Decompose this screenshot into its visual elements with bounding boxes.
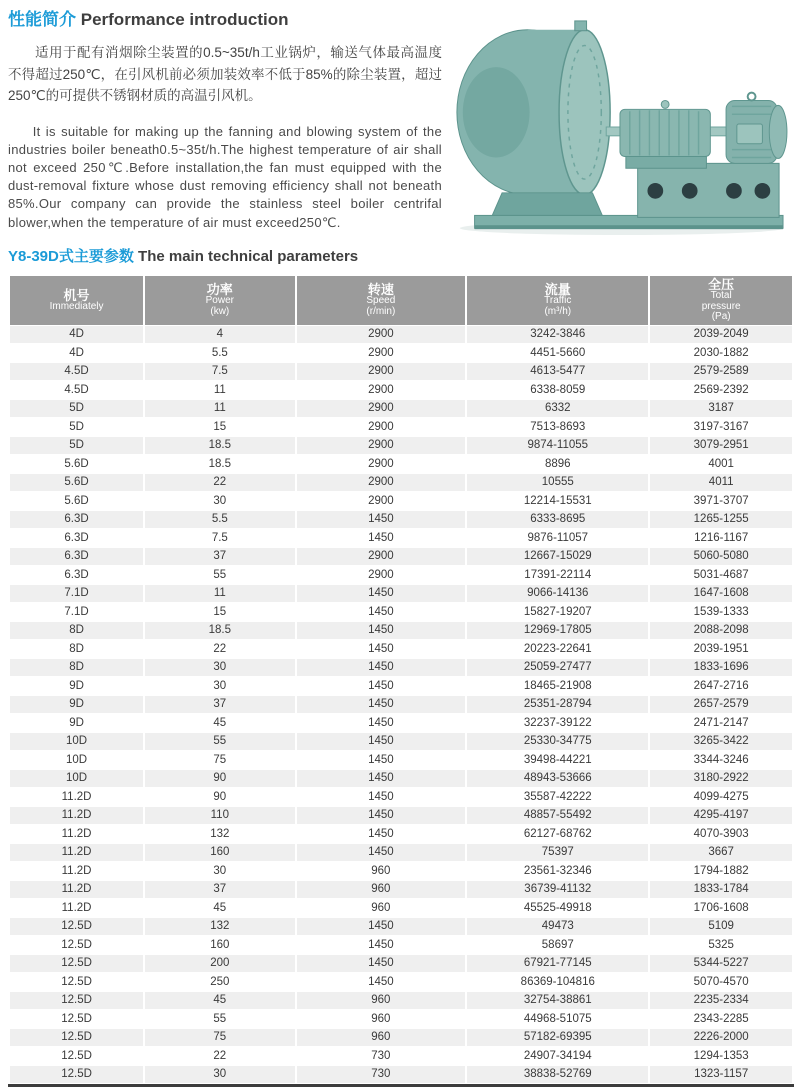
- table-cell: 30: [145, 862, 294, 880]
- table-cell: 1450: [297, 696, 466, 714]
- table-cell: 2030-1882: [650, 344, 792, 362]
- table-cell: 12.5D: [10, 973, 143, 991]
- parameters-table: [8, 275, 794, 1084]
- table-row: [10, 992, 792, 1010]
- table-cell: 110: [145, 807, 294, 825]
- params-title-en: The main technical parameters: [138, 248, 359, 265]
- table-cell: 18465-21908: [467, 677, 648, 695]
- table-cell: 7.5: [145, 363, 294, 381]
- table-cell: 62127-68762: [467, 825, 648, 843]
- table-cell: 12214-15531: [467, 492, 648, 510]
- fan-pedestal: [492, 193, 602, 216]
- table-cell: 1450: [297, 622, 466, 640]
- table-row: [10, 696, 792, 714]
- table-row: [10, 788, 792, 806]
- table-cell: 22: [145, 1047, 294, 1065]
- table-cell: 9D: [10, 677, 143, 695]
- table-cell: 960: [297, 1010, 466, 1028]
- table-cell: 37: [145, 696, 294, 714]
- table-cell: 2900: [297, 363, 466, 381]
- table-row: [10, 1010, 792, 1028]
- table-cell: 4451-5660: [467, 344, 648, 362]
- table-cell: 1450: [297, 585, 466, 603]
- table-cell: 22: [145, 474, 294, 492]
- table-cell: 9D: [10, 696, 143, 714]
- table-cell: 3667: [650, 844, 792, 862]
- table-cell: 1323-1157: [650, 1066, 792, 1084]
- table-cell: 90: [145, 788, 294, 806]
- table-cell: 67921-77145: [467, 955, 648, 973]
- table-cell: 6332: [467, 400, 648, 418]
- table-cell: 4070-3903: [650, 825, 792, 843]
- table-cell: 24907-34194: [467, 1047, 648, 1065]
- table-cell: 37: [145, 881, 294, 899]
- table-row: [10, 881, 792, 899]
- table-cell: 2900: [297, 418, 466, 436]
- table-cell: 23561-32346: [467, 862, 648, 880]
- table-cell: 3180-2922: [650, 770, 792, 788]
- table-cell: 58697: [467, 936, 648, 954]
- table-cell: 2900: [297, 474, 466, 492]
- table-row: [10, 437, 792, 455]
- table-cell: 200: [145, 955, 294, 973]
- table-cell: 22: [145, 640, 294, 658]
- table-cell: 11.2D: [10, 788, 143, 806]
- table-cell: 2900: [297, 326, 466, 344]
- params-section-title: [8, 248, 793, 266]
- table-cell: 4295-4197: [650, 807, 792, 825]
- motor-end-cap: [769, 105, 787, 158]
- fan-front-disc: [559, 30, 610, 195]
- table-cell: 4001: [650, 455, 792, 473]
- table-row: [10, 733, 792, 751]
- intro-section: [8, 6, 793, 238]
- table-cell: 55: [145, 566, 294, 584]
- table-cell: 1450: [297, 788, 466, 806]
- table-cell: 18.5: [145, 437, 294, 455]
- table-cell: 8D: [10, 659, 143, 677]
- table-row: [10, 770, 792, 788]
- table-cell: 2647-2716: [650, 677, 792, 695]
- table-cell: 11.2D: [10, 807, 143, 825]
- table-cell: 1265-1255: [650, 511, 792, 529]
- table-cell: 45: [145, 899, 294, 917]
- table-header-row: [10, 276, 792, 325]
- table-cell: 11.2D: [10, 862, 143, 880]
- table-cell: 55: [145, 1010, 294, 1028]
- table-cell: 1833-1696: [650, 659, 792, 677]
- table-cell: 2900: [297, 400, 466, 418]
- bearing-pedestal: [626, 156, 707, 168]
- table-row: [10, 585, 792, 603]
- table-cell: 4D: [10, 344, 143, 362]
- table-cell: 1647-1608: [650, 585, 792, 603]
- column-header: 机号 Immediately: [10, 276, 143, 325]
- table-cell: 44968-51075: [467, 1010, 648, 1028]
- table-cell: 55: [145, 733, 294, 751]
- fan-top-lug: [575, 21, 587, 31]
- table-row: [10, 492, 792, 510]
- table-cell: 5.6D: [10, 492, 143, 510]
- table-row: [10, 1066, 792, 1084]
- table-cell: 5.5: [145, 344, 294, 362]
- intro-text-column: [8, 6, 442, 238]
- table-cell: 12.5D: [10, 918, 143, 936]
- table-cell: 8D: [10, 622, 143, 640]
- base-hole-1: [647, 183, 663, 199]
- table-cell: 7.5: [145, 529, 294, 547]
- table-cell: 2900: [297, 344, 466, 362]
- table-cell: 18.5: [145, 455, 294, 473]
- table-cell: 11: [145, 400, 294, 418]
- table-cell: 6.3D: [10, 511, 143, 529]
- page-title: [8, 10, 442, 30]
- table-row: [10, 973, 792, 991]
- table-cell: 160: [145, 936, 294, 954]
- table-cell: 10D: [10, 751, 143, 769]
- table-cell: 2226-2000: [650, 1029, 792, 1047]
- table-cell: 1450: [297, 529, 466, 547]
- table-row: [10, 862, 792, 880]
- table-cell: 2657-2579: [650, 696, 792, 714]
- intro-image-column: [442, 6, 793, 238]
- table-cell: 3265-3422: [650, 733, 792, 751]
- table-cell: 2039-2049: [650, 326, 792, 344]
- table-cell: 12.5D: [10, 936, 143, 954]
- table-cell: 3197-3167: [650, 418, 792, 436]
- table-row: [10, 326, 792, 344]
- table-cell: 6.3D: [10, 548, 143, 566]
- table-cell: 1450: [297, 603, 466, 621]
- table-cell: 25059-27477: [467, 659, 648, 677]
- table-cell: 960: [297, 992, 466, 1010]
- table-row: [10, 511, 792, 529]
- table-cell: 3079-2951: [650, 437, 792, 455]
- table-cell: 2900: [297, 455, 466, 473]
- table-cell: 15: [145, 603, 294, 621]
- table-cell: 5.6D: [10, 474, 143, 492]
- table-cell: 960: [297, 862, 466, 880]
- table-cell: 25330-34775: [467, 733, 648, 751]
- table-cell: 132: [145, 918, 294, 936]
- table-row: [10, 955, 792, 973]
- table-cell: 17391-22114: [467, 566, 648, 584]
- table-cell: 75: [145, 751, 294, 769]
- parameters-table-wrap: [8, 275, 794, 1087]
- table-cell: 1294-1353: [650, 1047, 792, 1065]
- table-cell: 90: [145, 770, 294, 788]
- table-cell: 1450: [297, 640, 466, 658]
- base-hole-4: [755, 183, 771, 199]
- table-cell: 11.2D: [10, 825, 143, 843]
- table-cell: 160: [145, 844, 294, 862]
- table-cell: 3344-3246: [650, 751, 792, 769]
- table-cell: 86369-104816: [467, 973, 648, 991]
- table-cell: 48857-55492: [467, 807, 648, 825]
- table-cell: 5070-4570: [650, 973, 792, 991]
- table-row: [10, 474, 792, 492]
- table-cell: 4.5D: [10, 363, 143, 381]
- table-row: [10, 1029, 792, 1047]
- intro-paragraph-en: It is suitable for making up the fanning and blowing system of the industries boiler beneath0.5~35t/h.The highest temperature of air shall not exceed 250℃.Before installation,the fan must equipped with the dust-removal fixture whose dust removing efficiency shall not beneath 85%.Our company can provide the stainless steel boiler centrifal blower,when the temperature of air must exceed250℃.: [8, 123, 442, 230]
- table-cell: 2579-2589: [650, 363, 792, 381]
- table-cell: 5031-4687: [650, 566, 792, 584]
- fan-photo: [442, 16, 794, 238]
- table-cell: 1706-1608: [650, 899, 792, 917]
- table-cell: 960: [297, 881, 466, 899]
- table-cell: 5325: [650, 936, 792, 954]
- table-cell: 15: [145, 418, 294, 436]
- table-cell: 12667-15029: [467, 548, 648, 566]
- table-cell: 45: [145, 714, 294, 732]
- table-cell: 5109: [650, 918, 792, 936]
- table-cell: 30: [145, 659, 294, 677]
- table-cell: 2343-2285: [650, 1010, 792, 1028]
- fan-bearing-housing: [620, 109, 710, 156]
- table-row: [10, 455, 792, 473]
- table-row: [10, 640, 792, 658]
- base-hole-2: [682, 183, 698, 199]
- table-row: [10, 936, 792, 954]
- table-body: [10, 326, 792, 1084]
- table-cell: 960: [297, 1029, 466, 1047]
- table-cell: 12.5D: [10, 955, 143, 973]
- table-cell: 2900: [297, 437, 466, 455]
- table-row: [10, 918, 792, 936]
- table-cell: 32754-38861: [467, 992, 648, 1010]
- table-cell: 4099-4275: [650, 788, 792, 806]
- table-cell: 11: [145, 585, 294, 603]
- table-cell: 1216-1167: [650, 529, 792, 547]
- table-row: [10, 1047, 792, 1065]
- table-cell: 7.1D: [10, 603, 143, 621]
- table-cell: 7.1D: [10, 585, 143, 603]
- column-header: 功率 Power (kw): [145, 276, 294, 325]
- table-cell: 5344-5227: [650, 955, 792, 973]
- table-cell: 9874-11055: [467, 437, 648, 455]
- table-cell: 12.5D: [10, 992, 143, 1010]
- base-hole-3: [726, 183, 742, 199]
- table-cell: 2235-2334: [650, 992, 792, 1010]
- table-cell: 2471-2147: [650, 714, 792, 732]
- table-cell: 5.5: [145, 511, 294, 529]
- table-cell: 1450: [297, 936, 466, 954]
- table-cell: 1450: [297, 511, 466, 529]
- table-cell: 960: [297, 899, 466, 917]
- page-title-en: Performance introduction: [80, 10, 289, 29]
- table-cell: 18.5: [145, 622, 294, 640]
- fan-base-frame-edge: [475, 225, 783, 229]
- table-cell: 25351-28794: [467, 696, 648, 714]
- table-cell: 1450: [297, 918, 466, 936]
- table-cell: 10555: [467, 474, 648, 492]
- table-cell: 15827-19207: [467, 603, 648, 621]
- table-cell: 1450: [297, 677, 466, 695]
- table-row: [10, 344, 792, 362]
- table-cell: 1450: [297, 733, 466, 751]
- table-cell: 2900: [297, 492, 466, 510]
- table-cell: 5D: [10, 400, 143, 418]
- table-cell: 1833-1784: [650, 881, 792, 899]
- table-cell: 48943-53666: [467, 770, 648, 788]
- table-row: [10, 381, 792, 399]
- table-cell: 4.5D: [10, 381, 143, 399]
- table-cell: 1450: [297, 714, 466, 732]
- table-row: [10, 714, 792, 732]
- column-header: 转速 Speed (r/min): [297, 276, 466, 325]
- table-cell: 4D: [10, 326, 143, 344]
- table-cell: 1539-1333: [650, 603, 792, 621]
- table-cell: 3971-3707: [650, 492, 792, 510]
- table-row: [10, 825, 792, 843]
- table-cell: 2900: [297, 566, 466, 584]
- table-cell: 4613-5477: [467, 363, 648, 381]
- intro-paragraph-zh: 适用于配有消烟除尘装置的0.5~35t/h工业锅炉，输送气体最高温度不得超过250℃，在引风机前必须加装效率不低于85%的除尘装置，超过250℃的可提供不锈钢材质的高温引风机。: [8, 45, 442, 103]
- table-cell: 9066-14136: [467, 585, 648, 603]
- table-row: [10, 566, 792, 584]
- table-cell: 7513-8693: [467, 418, 648, 436]
- table-cell: 10D: [10, 733, 143, 751]
- table-row: [10, 751, 792, 769]
- table-cell: 6.3D: [10, 566, 143, 584]
- table-cell: 11.2D: [10, 899, 143, 917]
- bearing-oil-cap: [661, 100, 669, 108]
- table-cell: 6338-8059: [467, 381, 648, 399]
- table-row: [10, 603, 792, 621]
- table-cell: 11.2D: [10, 881, 143, 899]
- table-cell: 45525-49918: [467, 899, 648, 917]
- table-row: [10, 548, 792, 566]
- table-cell: 1794-1882: [650, 862, 792, 880]
- table-row: [10, 844, 792, 862]
- table-cell: 20223-22641: [467, 640, 648, 658]
- table-cell: 2900: [297, 548, 466, 566]
- table-cell: 9876-11057: [467, 529, 648, 547]
- table-cell: 5.6D: [10, 455, 143, 473]
- table-cell: 4: [145, 326, 294, 344]
- table-cell: 3187: [650, 400, 792, 418]
- table-cell: 12969-17805: [467, 622, 648, 640]
- table-cell: 12.5D: [10, 1010, 143, 1028]
- fan-inlet: [463, 67, 530, 157]
- params-title-zh: Y8-39D式主要参数: [8, 248, 134, 265]
- table-row: [10, 400, 792, 418]
- motor-junction-box: [737, 124, 763, 144]
- table-cell: 1450: [297, 973, 466, 991]
- table-cell: 2569-2392: [650, 381, 792, 399]
- table-cell: 9D: [10, 714, 143, 732]
- table-cell: 11.2D: [10, 844, 143, 862]
- table-cell: 30: [145, 1066, 294, 1084]
- table-cell: 45: [145, 992, 294, 1010]
- column-header: 流量 Traffic (m³/h): [467, 276, 648, 325]
- table-cell: 12.5D: [10, 1047, 143, 1065]
- table-cell: 75: [145, 1029, 294, 1047]
- table-row: [10, 899, 792, 917]
- column-header: 全压 Total pressure (Pa): [650, 276, 792, 325]
- table-cell: 12.5D: [10, 1066, 143, 1084]
- page-title-zh: 性能简介: [8, 10, 76, 29]
- table-cell: 250: [145, 973, 294, 991]
- table-cell: 30: [145, 492, 294, 510]
- table-cell: 12.5D: [10, 1029, 143, 1047]
- table-cell: 49473: [467, 918, 648, 936]
- table-cell: 36739-41132: [467, 881, 648, 899]
- table-cell: 57182-69395: [467, 1029, 648, 1047]
- table-cell: 30: [145, 677, 294, 695]
- table-cell: 730: [297, 1066, 466, 1084]
- table-cell: 1450: [297, 955, 466, 973]
- table-row: [10, 659, 792, 677]
- table-cell: 730: [297, 1047, 466, 1065]
- table-cell: 1450: [297, 807, 466, 825]
- table-cell: 132: [145, 825, 294, 843]
- table-cell: 6.3D: [10, 529, 143, 547]
- table-cell: 1450: [297, 825, 466, 843]
- table-row: [10, 677, 792, 695]
- table-cell: 3242-3846: [467, 326, 648, 344]
- table-cell: 1450: [297, 844, 466, 862]
- table-cell: 8896: [467, 455, 648, 473]
- table-cell: 2088-2098: [650, 622, 792, 640]
- table-cell: 10D: [10, 770, 143, 788]
- table-cell: 75397: [467, 844, 648, 862]
- table-row: [10, 807, 792, 825]
- table-row: [10, 418, 792, 436]
- table-cell: 11: [145, 381, 294, 399]
- table-cell: 1450: [297, 770, 466, 788]
- table-cell: 37: [145, 548, 294, 566]
- table-cell: 39498-44221: [467, 751, 648, 769]
- table-cell: 1450: [297, 659, 466, 677]
- table-cell: 32237-39122: [467, 714, 648, 732]
- table-cell: 5D: [10, 418, 143, 436]
- table-cell: 2039-1951: [650, 640, 792, 658]
- motor-eye-bolt: [748, 93, 756, 101]
- table-row: [10, 529, 792, 547]
- table-row: [10, 363, 792, 381]
- table-cell: 5D: [10, 437, 143, 455]
- table-cell: 35587-42222: [467, 788, 648, 806]
- table-cell: 38838-52769: [467, 1066, 648, 1084]
- table-cell: 5060-5080: [650, 548, 792, 566]
- table-row: [10, 622, 792, 640]
- table-cell: 4011: [650, 474, 792, 492]
- table-cell: 8D: [10, 640, 143, 658]
- table-cell: 2900: [297, 381, 466, 399]
- table-cell: 6333-8695: [467, 511, 648, 529]
- table-cell: 1450: [297, 751, 466, 769]
